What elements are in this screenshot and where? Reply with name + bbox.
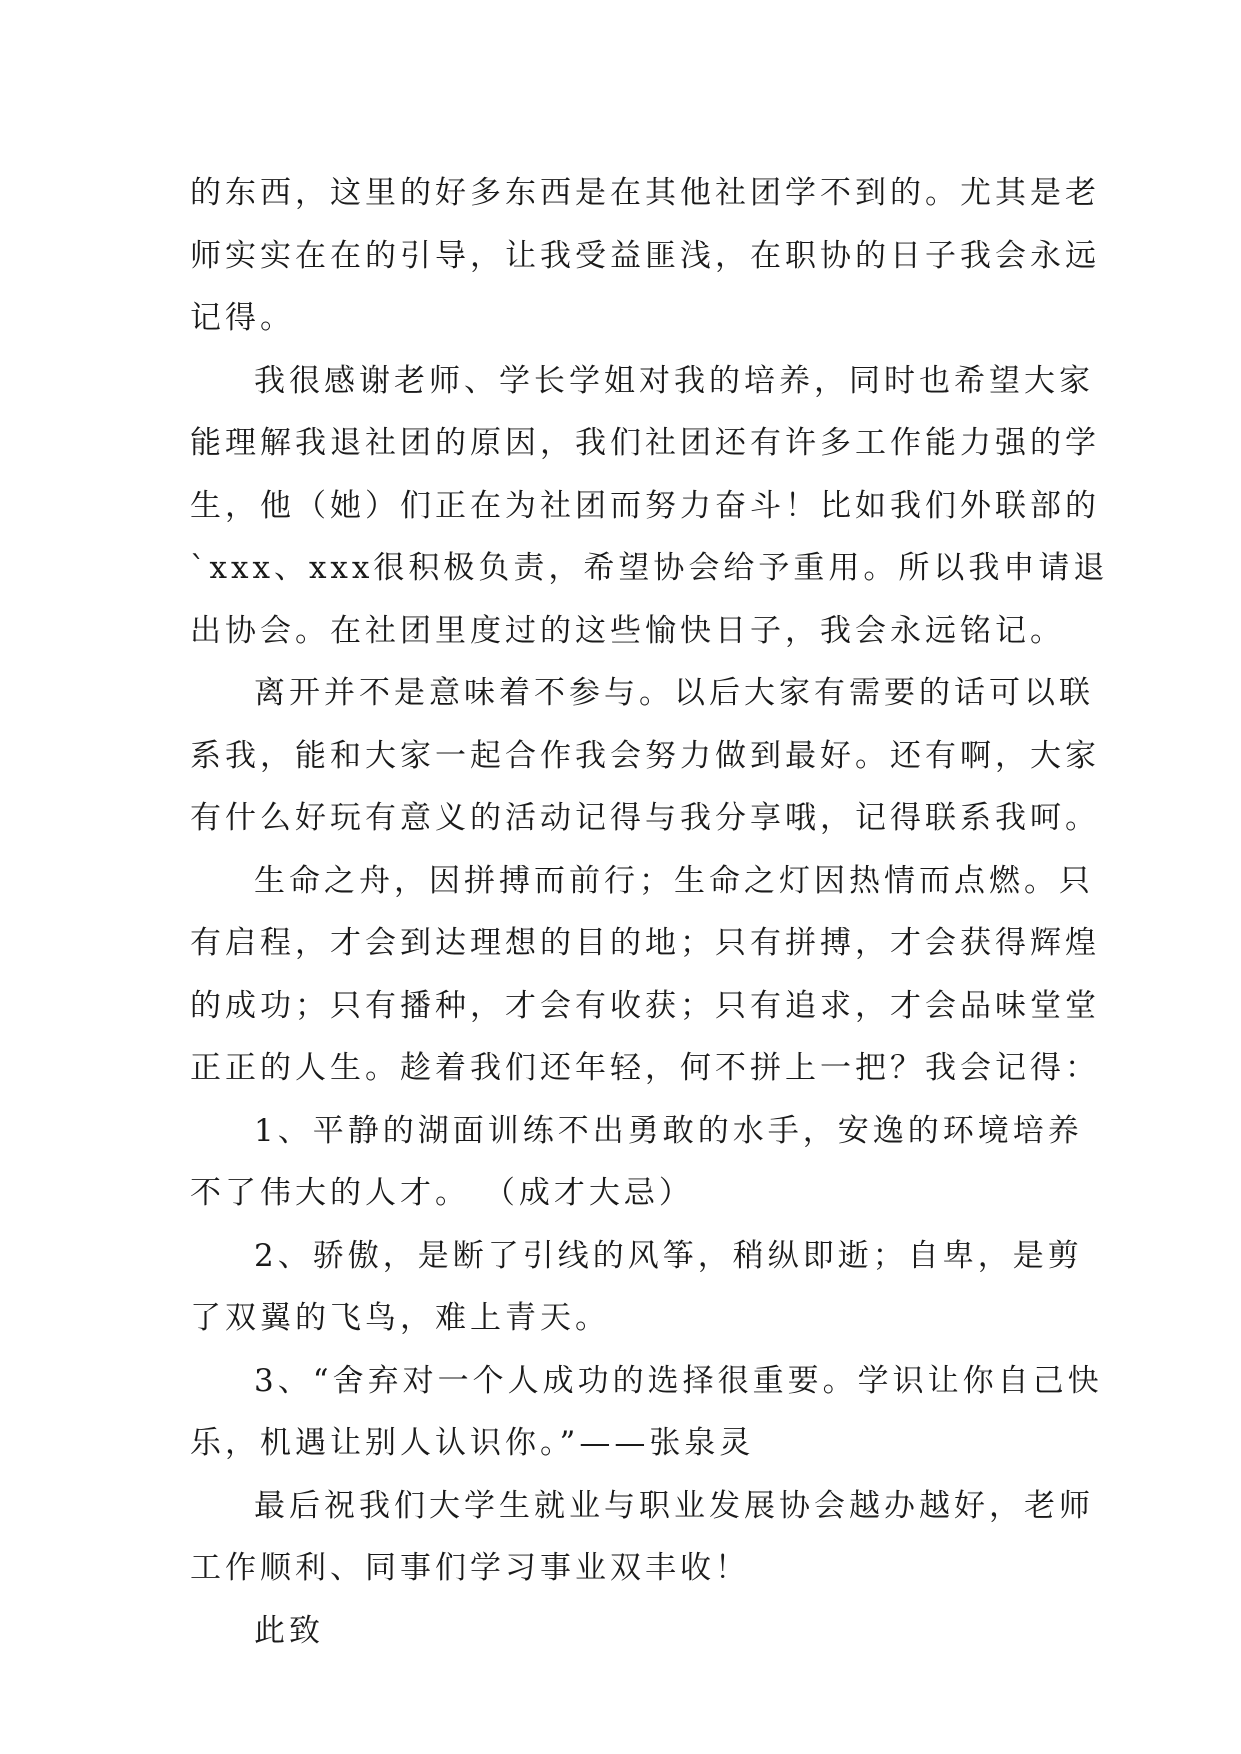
- text-line: 记得。: [190, 300, 295, 336]
- text-line: 乐，机遇让别人认识你。”——张泉灵: [190, 1425, 755, 1461]
- text-line: 师实实在在的引导，让我受益匪浅，在职协的日子我会永远: [190, 237, 1100, 274]
- text-line: 系我，能和大家一起合作我会努力做到最好。还有啊，大家: [190, 737, 1100, 774]
- text-line: 生命之舟，因拼搏而前行；生命之灯因热情而点燃。只: [254, 862, 1094, 899]
- text-line: `xxx、xxx很积极负责，希望协会给予重用。所以我申请退: [190, 550, 1109, 586]
- text-line: 的东西，这里的好多东西是在其他社团学不到的。尤其是老: [190, 175, 1100, 211]
- text-line: 1、平静的湖面训练不出勇敢的水手，安逸的环境培养: [254, 1112, 1083, 1149]
- text-line: 的成功；只有播种，才会有收获；只有追求，才会品味堂堂: [190, 987, 1100, 1024]
- text-line: 能理解我退社团的原因，我们社团还有许多工作能力强的学: [190, 425, 1100, 461]
- text-line: 离开并不是意味着不参与。以后大家有需要的话可以联: [254, 675, 1094, 711]
- text-line: 工作顺利、同事们学习事业双丰收！: [190, 1550, 750, 1586]
- text-line: 不了伟大的人才。 （成才大忌）: [190, 1175, 694, 1211]
- document-body: [190, 162, 1109, 1662]
- text-line: 我很感谢老师、学长学姐对我的培养，同时也希望大家: [254, 362, 1094, 399]
- text-line: 正正的人生。趁着我们还年轻，何不拼上一把？我会记得：: [190, 1050, 1100, 1086]
- text-line: 3、“舍弃对一个人成功的选择很重要。学识让你自己快: [254, 1362, 1103, 1399]
- text-line: 最后祝我们大学生就业与职业发展协会越办越好，老师: [254, 1487, 1094, 1524]
- text-line: 2、骄傲，是断了引线的风筝，稍纵即逝；自卑，是剪: [254, 1237, 1083, 1274]
- text-line: 有什么好玩有意义的活动记得与我分享哦，记得联系我呵。: [190, 800, 1100, 836]
- text-line: 了双翼的飞鸟，难上青天。: [190, 1300, 610, 1336]
- text-line: 生，他（她）们正在为社团而努力奋斗！比如我们外联部的: [190, 487, 1100, 524]
- text-line: 此致: [254, 1612, 324, 1649]
- text-line: 出协会。在社团里度过的这些愉快日子，我会永远铭记。: [190, 612, 1065, 649]
- text-line: 有启程，才会到达理想的目的地；只有拼搏，才会获得辉煌: [190, 925, 1100, 961]
